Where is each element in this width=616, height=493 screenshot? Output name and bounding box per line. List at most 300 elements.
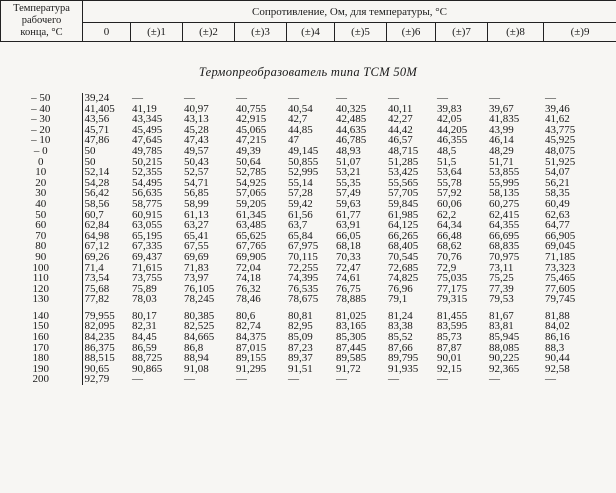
resistance-cell: 77,605 (545, 282, 576, 295)
resistance-cell: 86,59 (132, 341, 157, 354)
resistance-cell: 57,28 (288, 187, 313, 200)
resistance-cell: 48,075 (545, 144, 576, 157)
resistance-cell: 76,105 (184, 282, 215, 295)
column-headers-row (1, 23, 616, 42)
resistance-cell: 41,405 (82, 104, 130, 115)
temperature-cell: 120 (32, 282, 49, 295)
temperature-cell: 140 (32, 309, 49, 322)
resistance-cell: 41,835 (489, 113, 520, 126)
resistance-cell: 59,845 (388, 197, 419, 210)
resistance-cell: 54,28 (82, 178, 130, 189)
resistance-cell: 76,96 (388, 282, 413, 295)
resistance-cell: 64,77 (545, 219, 570, 232)
resistance-cell: 69,905 (236, 250, 267, 263)
resistance-cell: 91,72 (336, 362, 361, 375)
temp-label-line-2: рабочего (21, 15, 62, 26)
resistance-cell: 82,95 (288, 320, 313, 333)
resistance-cell: 47,645 (132, 134, 163, 147)
resistance-cell: 70,975 (489, 250, 520, 263)
resistance-cell: 56,42 (82, 188, 130, 199)
resistance-cell: 73,97 (184, 272, 209, 285)
resistance-cell: 39,67 (489, 102, 514, 115)
resistance-cell: 50 (82, 157, 130, 168)
resistance-cell: 69,69 (184, 250, 209, 263)
temperature-cell: 160 (32, 331, 49, 344)
resistance-cell: 45,28 (184, 123, 209, 136)
temperature-cell: 30 (35, 187, 47, 200)
resistance-cell: 46,355 (437, 134, 468, 147)
resistance-cell: — (132, 92, 143, 104)
resistance-cell: 66,05 (336, 229, 361, 242)
resistance-cell: 47,43 (184, 134, 209, 147)
resistance-cell: 68,18 (336, 240, 361, 253)
column-header-0: 0 (83, 23, 131, 42)
resistance-cell: 48,29 (489, 144, 514, 157)
resistance-cell: 52,995 (288, 166, 319, 179)
resistance-cell: 77,175 (437, 282, 468, 295)
resistance-cell: 80,81 (288, 309, 313, 322)
resistance-cell: 42,485 (336, 113, 367, 126)
resistance-cell: 67,12 (82, 241, 130, 252)
resistance-cell: 82,31 (132, 320, 157, 333)
temperature-cell: 180 (32, 352, 49, 365)
temperature-column-header (1, 1, 83, 42)
resistance-cell: 50 (82, 146, 130, 157)
resistance-cell: 48,5 (437, 144, 457, 157)
temperature-cell: – 30 (31, 113, 51, 126)
temperature-cell: 40 (35, 197, 47, 210)
resistance-cell: 58,56 (82, 199, 130, 210)
resistance-cell: 91,08 (184, 362, 209, 375)
resistance-cell: 76,535 (288, 282, 319, 295)
temperature-cell: 50 (35, 208, 47, 221)
resistance-cell: 51,71 (489, 155, 514, 168)
resistance-cell: 87,445 (336, 341, 367, 354)
resistance-cell: 53,425 (388, 166, 419, 179)
resistance-cell: 43,345 (132, 113, 163, 126)
resistance-cell: 87,66 (388, 341, 413, 354)
resistance-cell: 77,82 (82, 294, 130, 305)
resistance-cell: 91,295 (236, 362, 267, 375)
resistance-cell: 79,1 (388, 293, 408, 306)
resistance-cell: 81,88 (545, 309, 570, 322)
resistance-cell: 54,71 (184, 176, 209, 189)
resistance-cell: 63,485 (236, 219, 267, 232)
resistance-cell: 62,63 (545, 208, 570, 221)
resistance-cell: 80,17 (132, 309, 157, 322)
resistance-cell: 64,98 (82, 231, 130, 242)
resistance-cell: 90,01 (437, 352, 462, 365)
resistance-cell: 54,495 (132, 176, 163, 189)
resistance-cell: 76,32 (236, 282, 261, 295)
resistance-cell: 75,25 (489, 272, 514, 285)
resistance-cell: 87,23 (288, 341, 313, 354)
resistance-cell: 62,415 (489, 208, 520, 221)
resistance-cell: 82,525 (184, 320, 215, 333)
resistance-cell: 47,86 (82, 135, 130, 146)
resistance-cell: — (489, 373, 500, 386)
temperature-cell: 20 (35, 176, 47, 189)
temperature-cell: – 0 (33, 144, 48, 157)
resistance-cell: 59,205 (236, 197, 267, 210)
resistance-cell: 39,46 (545, 102, 570, 115)
column-header-6: (±)6 (387, 23, 436, 42)
resistance-cell: 73,755 (132, 272, 163, 285)
resistance-cell: 68,62 (437, 240, 462, 253)
resistance-cell: 84,45 (132, 331, 157, 344)
resistance-cell: 45,925 (545, 134, 576, 147)
resistance-cell: 88,515 (82, 353, 130, 364)
resistance-cell: 55,565 (388, 176, 419, 189)
resistance-cell: 65,84 (288, 229, 313, 242)
resistance-cell: 55,14 (288, 176, 313, 189)
resistance-cell: 71,4 (82, 263, 130, 274)
resistance-cell: 78,675 (288, 293, 319, 306)
resistance-cell: 88,725 (132, 352, 163, 365)
resistance-cell: 77,39 (489, 282, 514, 295)
resistance-cell: 67,975 (288, 240, 319, 253)
temperature-cell: 0 (38, 155, 44, 168)
resistance-cell: 80,385 (184, 309, 215, 322)
resistance-cell: 43,56 (82, 114, 130, 125)
resistance-cell: 89,795 (388, 352, 419, 365)
resistance-cell: 55,78 (437, 176, 462, 189)
resistance-cell: 66,905 (545, 229, 576, 242)
resistance-cell: 41,19 (132, 102, 157, 115)
resistance-cell: 85,73 (437, 331, 462, 344)
column-header-7: (±)7 (436, 23, 488, 42)
resistance-cell: 39,24 (82, 93, 130, 104)
resistance-cell: 84,375 (236, 331, 267, 344)
resistance-cell: 53,21 (336, 166, 361, 179)
resistance-cell: — (437, 373, 448, 386)
resistance-cell: — (545, 373, 556, 386)
resistance-cell: 63,7 (288, 219, 308, 232)
resistance-cell: 66,265 (388, 229, 419, 242)
resistance-cell: 74,395 (288, 272, 319, 285)
temperature-cell: 130 (32, 293, 49, 306)
resistance-cell: 84,235 (82, 332, 130, 343)
resistance-cell: 61,77 (336, 208, 361, 221)
resistance-cell: 68,405 (388, 240, 419, 253)
resistance-cell: 60,275 (489, 197, 520, 210)
resistance-data-table (0, 93, 616, 385)
resistance-cell: 52,785 (236, 166, 267, 179)
table-row (0, 146, 616, 157)
resistance-cell: — (489, 92, 500, 104)
resistance-cell: 44,42 (388, 123, 413, 136)
resistance-cell: 55,995 (489, 176, 520, 189)
resistance-cell: 46,14 (489, 134, 514, 147)
temperature-cell: – 20 (31, 123, 51, 136)
resistance-cell: 83,595 (437, 320, 468, 333)
resistance-cell: 41,62 (545, 113, 570, 126)
resistance-cell: 44,85 (288, 123, 313, 136)
resistance-cell: 42,7 (288, 113, 308, 126)
resistance-cell: 65,41 (184, 229, 209, 242)
resistance-cell: 71,615 (132, 261, 163, 274)
resistance-cell: 69,045 (545, 240, 576, 253)
resistance-cell: 66,695 (489, 229, 520, 242)
resistance-cell: 75,035 (437, 272, 468, 285)
resistance-cell: 89,37 (288, 352, 313, 365)
resistance-cell: 50,64 (236, 155, 261, 168)
resistance-cell: 64,355 (489, 219, 520, 232)
resistance-cell: 51,5 (437, 155, 457, 168)
resistance-cell: 75,68 (82, 284, 130, 295)
resistance-cell: 92,79 (82, 374, 130, 385)
resistance-cell: 44,205 (437, 123, 468, 136)
resistance-cell: 60,49 (545, 197, 570, 210)
resistance-cell: 53,855 (489, 166, 520, 179)
resistance-cell: 89,585 (336, 352, 367, 365)
resistance-cell: 74,825 (388, 272, 419, 285)
resistance-cell: 91,51 (288, 362, 313, 375)
resistance-cell: 87,87 (437, 341, 462, 354)
resistance-cell: 80,6 (236, 309, 256, 322)
resistance-cell: 92,58 (545, 362, 570, 375)
resistance-cell: 79,745 (545, 293, 576, 306)
resistance-cell: 60,915 (132, 208, 163, 221)
resistance-cell: 74,61 (336, 272, 361, 285)
temperature-cell: 80 (35, 240, 47, 253)
resistance-cell: 40,325 (336, 102, 367, 115)
resistance-cell: 83,81 (489, 320, 514, 333)
resistance-cell: 70,545 (388, 250, 419, 263)
resistance-cell: 81,025 (336, 309, 367, 322)
resistance-cell: 45,71 (82, 125, 130, 136)
resistance-cell: 90,225 (489, 352, 520, 365)
resistance-cell: 42,27 (388, 113, 413, 126)
resistance-cell: 70,115 (288, 250, 318, 263)
resistance-cell: 82,74 (236, 320, 261, 333)
resistance-cell: 56,85 (184, 187, 209, 200)
resistance-cell: — (184, 92, 195, 104)
resistance-cell: 63,055 (132, 219, 163, 232)
column-header-1: (±)1 (131, 23, 183, 42)
resistance-cell: 90,44 (545, 352, 570, 365)
resistance-cell: 92,365 (489, 362, 520, 375)
resistance-cell: 73,54 (82, 273, 130, 284)
resistance-cell: 88,085 (489, 341, 520, 354)
resistance-cell: 84,665 (184, 331, 215, 344)
table-row (0, 374, 616, 385)
resistance-cell: 70,76 (437, 250, 462, 263)
resistance-cell: 56,635 (132, 187, 163, 200)
resistance-cell: 85,09 (288, 331, 313, 344)
resistance-cell: 54,07 (545, 166, 570, 179)
resistance-cell: 49,57 (184, 144, 209, 157)
resistance-cell: 63,91 (336, 219, 361, 232)
resistance-cell: 57,92 (437, 187, 462, 200)
resistance-cell: 46,785 (336, 134, 367, 147)
resistance-cell: — (388, 92, 399, 104)
resistance-cell: 50,855 (288, 155, 319, 168)
table-row (0, 305, 616, 322)
resistance-cell: 78,245 (184, 293, 215, 306)
temperature-cell: 10 (35, 166, 47, 179)
resistance-cell: 70,33 (336, 250, 361, 263)
resistance-cell: 81,455 (437, 309, 468, 322)
table-row (0, 252, 616, 263)
resistance-cell: 48,715 (388, 144, 419, 157)
resistance-cell: 74,18 (236, 272, 261, 285)
resistance-cell: 58,99 (184, 197, 209, 210)
resistance-cell: 50,43 (184, 155, 209, 168)
temperature-cell: – 40 (31, 102, 51, 115)
column-header-3: (±)3 (235, 23, 287, 42)
column-header-8: (±)8 (488, 23, 544, 42)
resistance-cell: 71,185 (545, 250, 576, 263)
resistance-cell: 78,03 (132, 293, 157, 306)
resistance-cell: — (184, 373, 195, 386)
resistance-cell: 69,437 (132, 250, 163, 263)
resistance-cell: 67,765 (236, 240, 267, 253)
table-row (0, 294, 616, 305)
resistance-cell: 67,335 (132, 240, 163, 253)
resistance-cell: 52,14 (82, 167, 130, 178)
resistance-cell: 59,63 (336, 197, 361, 210)
resistance-cell: 51,925 (545, 155, 576, 168)
temp-label-line-3: конца, °С (20, 27, 63, 38)
column-header-5: (±)5 (335, 23, 387, 42)
temperature-cell: 200 (32, 373, 49, 386)
resistance-cell: 50,215 (132, 155, 163, 168)
resistance-cell: 92,15 (437, 362, 462, 375)
resistance-cell: 73,323 (545, 261, 576, 274)
resistance-cell: 43,13 (184, 113, 209, 126)
resistance-cell: 40,97 (184, 102, 209, 115)
resistance-cell: 72,255 (288, 261, 319, 274)
resistance-cell: 42,915 (236, 113, 267, 126)
resistance-cell: 44,635 (336, 123, 367, 136)
resistance-cell: 83,165 (336, 320, 367, 333)
resistance-cell: 43,99 (489, 123, 514, 136)
resistance-cell: 51,07 (336, 155, 361, 168)
resistance-cell: 42,05 (437, 113, 462, 126)
resistance-cell: 58,135 (489, 187, 520, 200)
table-header (0, 0, 616, 42)
resistance-cell: — (545, 92, 556, 104)
resistance-cell: — (236, 373, 247, 386)
resistance-cell: 56,21 (545, 176, 570, 189)
resistance-cell: 88,94 (184, 352, 209, 365)
resistance-cell: 53,64 (437, 166, 462, 179)
resistance-cell: 64,125 (388, 219, 419, 232)
resistance-cell: 89,155 (236, 352, 267, 365)
resistance-cell: 49,39 (236, 144, 261, 157)
table-row (0, 93, 616, 104)
resistance-cell: 75,89 (132, 282, 157, 295)
resistance-cell: 86,8 (184, 341, 204, 354)
resistance-cell: 57,705 (388, 187, 419, 200)
resistance-cell: 75,465 (545, 272, 576, 285)
resistance-cell: 72,04 (236, 261, 261, 274)
resistance-cell: 79,955 (82, 305, 130, 322)
resistance-cell: 58,775 (132, 197, 163, 210)
resistance-cell: 49,785 (132, 144, 163, 157)
resistance-cell: 64,34 (437, 219, 462, 232)
column-header-2: (±)2 (183, 23, 235, 42)
resistance-cell: 55,35 (336, 176, 361, 189)
column-header-4: (±)4 (287, 23, 335, 42)
resistance-cell: 57,49 (336, 187, 361, 200)
resistance-cell: 39,83 (437, 102, 462, 115)
table-row (0, 199, 616, 210)
column-header-9: (±)9 (544, 23, 616, 42)
temperature-cell: 60 (35, 219, 47, 232)
temperature-cell: – 10 (31, 134, 51, 147)
resistance-cell: 63,27 (184, 219, 209, 232)
resistance-cell: 40,755 (236, 102, 267, 115)
resistance-cell: 69,26 (82, 252, 130, 263)
resistance-cell: 90,865 (132, 362, 163, 375)
resistance-cell: 61,985 (388, 208, 419, 221)
resistance-cell: 58,35 (545, 187, 570, 200)
resistance-cell: 59,42 (288, 197, 313, 210)
resistance-cell: 72,685 (388, 261, 419, 274)
resistance-cell: 57,065 (236, 187, 267, 200)
resistance-cell: 61,345 (236, 208, 267, 221)
resistance-cell: 49,145 (288, 144, 319, 157)
resistance-header: Сопротивление, Ом, для температуры, °С (83, 1, 616, 23)
temperature-cell: – 50 (31, 92, 51, 104)
table-subtitle: Термопреобразователь типа ТСМ 50М (198, 65, 418, 79)
temperature-cell: 110 (32, 272, 49, 285)
resistance-cell: 85,52 (388, 331, 413, 344)
resistance-cell: 62,84 (82, 220, 130, 231)
resistance-cell: — (336, 92, 347, 104)
resistance-cell: 47,215 (236, 134, 267, 147)
resistance-cell: 48,93 (336, 144, 361, 157)
resistance-cell: 43,775 (545, 123, 576, 136)
resistance-cell: 52,57 (184, 166, 209, 179)
resistance-cell: 46,57 (388, 134, 413, 147)
resistance-cell: 88,3 (545, 341, 565, 354)
resistance-cell: 83,38 (388, 320, 413, 333)
resistance-cell: 40,54 (288, 102, 313, 115)
resistance-cell: 45,065 (236, 123, 267, 136)
resistance-cell: — (236, 92, 247, 104)
resistance-cell: 71,83 (184, 261, 209, 274)
resistance-cell: 78,885 (336, 293, 367, 306)
resistance-cell: 68,835 (489, 240, 520, 253)
temperature-cell: 100 (32, 261, 49, 274)
resistance-cell: 84,02 (545, 320, 570, 333)
resistance-cell: — (336, 373, 347, 386)
resistance-cell: — (437, 92, 448, 104)
resistance-cell: 79,315 (437, 293, 468, 306)
temp-label-line-1: Температура (13, 3, 70, 14)
resistance-cell: 54,925 (236, 176, 267, 189)
resistance-cell: 91,935 (388, 362, 419, 375)
resistance-cell: 90,65 (82, 364, 130, 375)
resistance-cell: 73,11 (489, 261, 514, 274)
resistance-cell: 62,2 (437, 208, 457, 221)
resistance-cell: 81,67 (489, 309, 514, 322)
temperature-cell: 70 (35, 229, 47, 242)
resistance-cell: 67,55 (184, 240, 209, 253)
resistance-cell: 78,46 (236, 293, 261, 306)
temperature-cell: 90 (35, 250, 47, 263)
resistance-cell: 79,53 (489, 293, 514, 306)
temperature-cell: 190 (32, 362, 49, 375)
resistance-cell: 76,75 (336, 282, 361, 295)
resistance-cell: 86,16 (545, 331, 570, 344)
resistance-cell: 40,11 (388, 102, 413, 115)
resistance-cell: 51,285 (388, 155, 419, 168)
resistance-cell: 72,47 (336, 261, 361, 274)
